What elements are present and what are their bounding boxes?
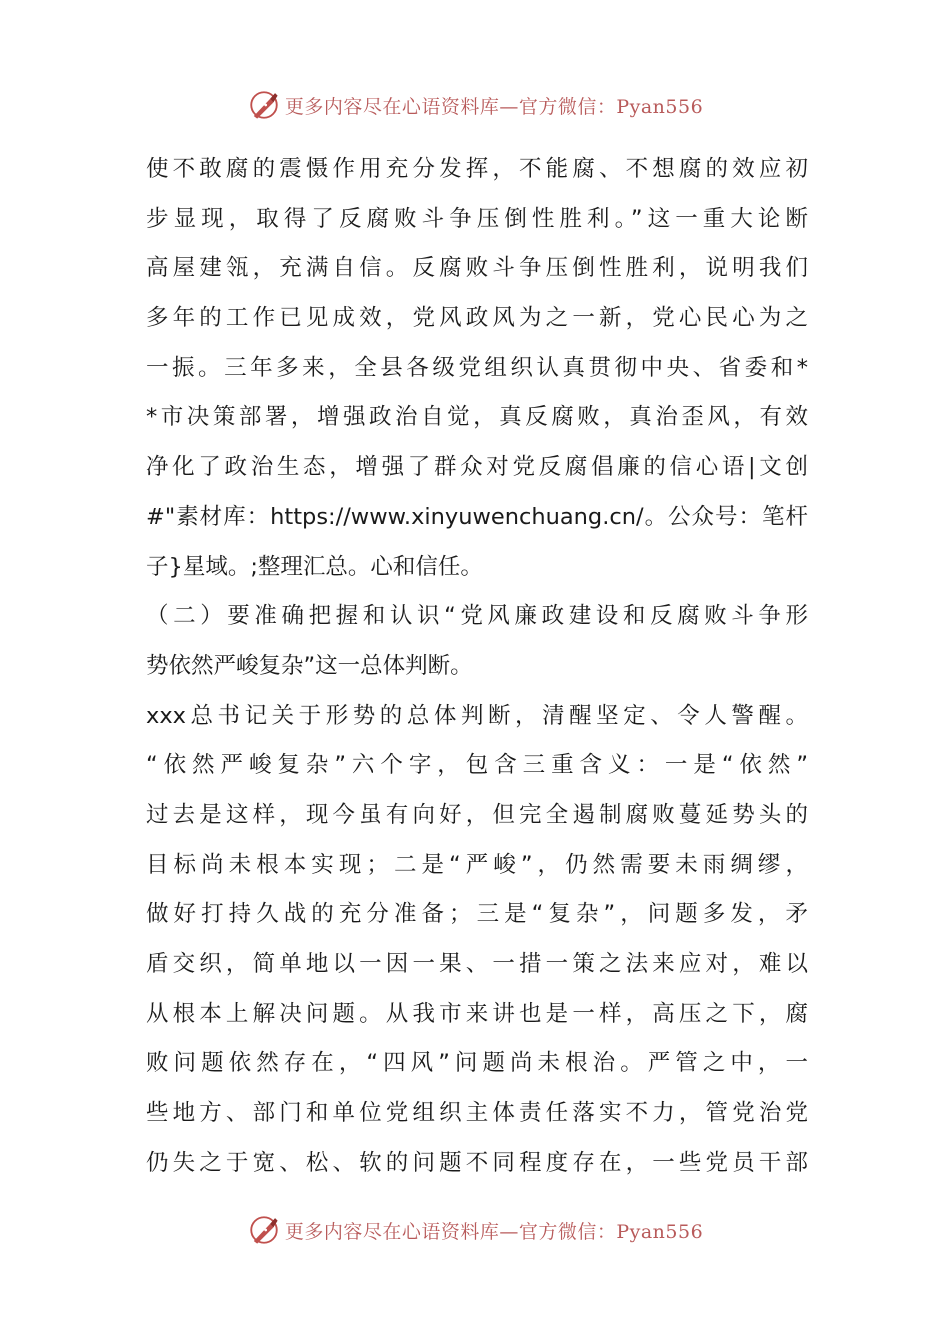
text-line: 败问题依然存在，“四风”问题尚未根治。严管之中，一 xyxy=(146,1050,808,1077)
footer-banner-text: 更多内容尽在心语资料库—官方微信：Pyan556 xyxy=(284,1220,704,1243)
text-line: 做好打持久战的充分准备；三是“复杂”，问题多发，矛 xyxy=(146,901,808,928)
text-line: 步显现，取得了反腐败斗争压倒性胜利。”这一重大论断 xyxy=(146,205,808,232)
text-line: 使不敢腐的震慑作用充分发挥，不能腐、不想腐的效应初 xyxy=(146,156,808,182)
pen-nib-logo-icon xyxy=(247,88,281,122)
text-line: 仍失之于宽、松、软的问题不同程度存在，一些党员干部 xyxy=(146,1149,808,1176)
text-line: 多年的工作已见成效，党风政风为之一新，党心民心为之 xyxy=(146,305,808,332)
text-line: 一振。三年多来，全县各级党组织认真贯彻中央、省委和* xyxy=(146,354,808,381)
text-line: 净化了政治生态，增强了群众对党反腐倡廉的信心语|文创 xyxy=(146,454,808,481)
footer-banner xyxy=(0,1210,950,1250)
text-line: 盾交织，简单地以一因一果、一措一策之法来应对，难以 xyxy=(146,951,808,977)
text-line: 目标尚未根本实现；二是“严峻”，仍然需要未雨绸缪， xyxy=(146,851,808,878)
text-line: 子}星域。;整理汇总。心和信任。 xyxy=(146,553,483,580)
text-line: “依然严峻复杂”六个字，包含三重含义：一是“依然” xyxy=(146,752,808,779)
text-line: *市决策部署，增强政治自觉，真反腐败，真治歪风，有效 xyxy=(146,404,808,431)
text-line: xxx总书记关于形势的总体判断，清醒坚定、令人警醒。 xyxy=(146,702,808,729)
section-heading-line: 势依然严峻复杂”这一总体判断。 xyxy=(146,652,473,679)
section-heading-line: （二）要准确把握和认识“党风廉政建设和反腐败斗争形 xyxy=(146,603,808,630)
text-line: 些地方、部门和单位党组织主体责任落实不力，管党治党 xyxy=(146,1100,808,1127)
text-line: 过去是这样，现今虽有向好，但完全遏制腐败蔓延势头的 xyxy=(146,801,808,828)
text-line: 从根本上解决问题。从我市来讲也是一样，高压之下，腐 xyxy=(146,1000,808,1027)
text-line: 高屋建瓴，充满自信。反腐败斗争压倒性胜利，说明我们 xyxy=(146,255,808,282)
header-banner-text: 更多内容尽在心语资料库—官方微信：Pyan556 xyxy=(284,95,704,118)
pen-nib-logo-icon xyxy=(247,1213,281,1247)
document-body xyxy=(146,145,808,1188)
text-line: #"素材库：https://www.xinyuwenchuang.cn/。公众号：笔杆 xyxy=(146,503,808,530)
header-banner xyxy=(0,85,950,125)
